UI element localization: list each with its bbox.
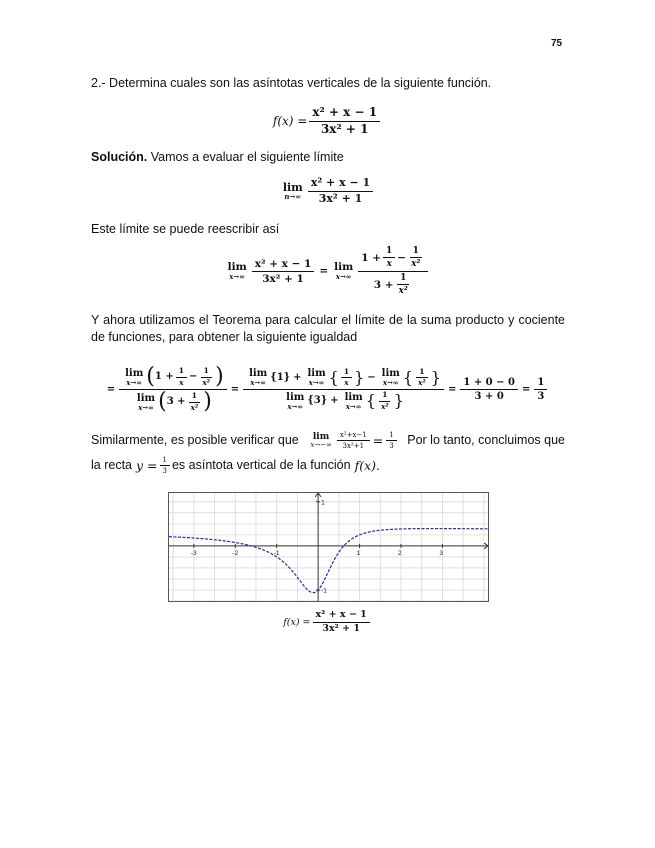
conclusion-text-before: Similarmente, es posible verificar que [91,433,299,448]
limit-expression-2: lim x→∞ $\frac{\text{x² + x − 1}}{\text{3x² + 1}}$ = lim x→∞ 1 + $\frac{1}{x}$ − $\frac{1}{\text{x²}}$ 3 + $\frac{1}{\text{x²}}$ [0,246,655,296]
frac-num: 1 [416,368,427,379]
lim-word: lim [125,367,144,379]
solution-intro [91,149,344,166]
brace-one: {1} [270,372,291,384]
frac-num: 1 [176,367,187,378]
lim-word: lim [227,261,247,274]
caption-label: f(x) = [283,616,311,628]
term-lead: 1 + [154,371,174,383]
frac-den: x [179,377,184,387]
x-tick-label: -3 [190,549,197,557]
frac-den: x² [411,259,421,270]
lim-subscript: x→∞ [250,378,267,388]
lim-word: lim [307,368,326,380]
minus-sign: − [188,371,198,383]
conclusion-line2-end: es asíntota vertical de la función [171,458,351,473]
function-label: f(x) = [272,114,308,129]
frac-num: 1 [189,392,200,403]
x-tick-label: 3 [439,549,444,557]
x-tick-label: 2 [398,549,402,557]
caption-denominator: 3x² + 1 [322,622,360,634]
function-definition [0,106,655,137]
frac-den: x² [380,401,389,411]
y-tick-label: 1 [321,499,325,507]
limit-denominator: 3x² + 1 [262,272,304,285]
frac-num: 1 [386,431,396,441]
conclusion-line-2 [91,456,380,475]
frac-den: x² [202,377,211,387]
page-number: 75 [551,38,563,49]
graph-caption [0,610,655,635]
big-equation: = lim x→∞ ( 1 + $\frac{1}{x}$ − $\frac{1}{\text{x²}}$ ) lim x→∞ ( 3 + $\frac{1}{\text{x²}}$ ) = lim x→∞ {1} + lim x→∞ { $\frac{1}{x}$ } − lim x→∞ { $\frac{1}{\text{x²}}$ } lim x→∞ {3} + lim x→∞ { $\frac{1}{\text{x²}}$ } = $\frac{1 + 0 - 0}{3 + 0}$ = $\frac{1}{3}$ [148,366,508,413]
function-numerator: x² + x − 1 [309,106,380,122]
minus-sign: − [397,251,407,264]
lim-subscript: x→∞ [138,402,154,412]
problem-statement: 2.- Determina cuales son las asíntotas verticales de la siguiente función. [91,76,492,90]
conclusion-text-after: Por lo tanto, concluimos que [407,433,565,448]
lim-subscript: x→∞ [126,377,143,387]
frac-den: 3 [162,467,167,476]
frac-num: 1 [160,456,170,466]
lim-subscript: x→∞ [382,378,399,388]
lim-subscript: x→∞ [308,378,325,388]
term-lead: 3 + [166,396,186,408]
x-tick-label: -1 [273,549,280,557]
frac-num: x²+x−1 [337,431,370,441]
lim-word: lim [312,431,330,442]
lim-subscript: x→∞ [229,271,246,281]
final-denominator: 3 [537,391,545,402]
lim-subscript: x→∞ [287,401,304,411]
y-tick-label: -1 [321,587,327,595]
function-graph [168,492,489,602]
limit-expression-1 [0,177,655,205]
lim-subscript: x→∞ [345,401,362,411]
conclusion-line2-start: la recta [91,458,132,473]
limit-denominator: 3x² + 1 [318,191,363,205]
frac-den: 3x²+1 [342,442,365,451]
lim-subscript: x→−∞ [310,440,332,449]
frac-den: x [344,378,349,388]
lim-word: lim [286,391,305,403]
frac-num: 1 [383,246,395,258]
function-denominator: 3x² + 1 [320,121,369,136]
graph-canvas [169,493,488,601]
frac-den: 3 [389,442,394,451]
lim-word: lim [381,368,400,380]
rewrite-denominator-lead: 3 + [373,278,394,291]
frac-den: x² [190,402,199,412]
plus-sign: + [293,372,302,384]
rewrite-numerator-lead: 1 + [361,251,382,264]
limit-numerator: x² + x − 1 [308,177,373,192]
solution-label: Solución. [91,150,148,164]
final-numerator: 1 [534,377,547,391]
minus-sign: − [367,372,376,384]
conclusion-line-1 [91,431,565,450]
lim-subscript: n→∞ [284,192,302,202]
theorem-paragraph: Y ahora utilizamos el Teorema para calcular el límite de la suma producto y cociente de funciones, para obtener la siguiente igualdad [91,313,565,344]
x-tick-label: -2 [232,549,239,557]
caption-numerator: x² + x − 1 [313,610,370,623]
rewrite-text: Este límite se puede reescribir así [91,222,280,236]
result-denominator: 3 + 0 [474,391,504,402]
lim-word: lim [282,181,303,195]
brace-three: {3} [307,395,328,407]
x-tick-label: 1 [356,549,361,557]
lim-subscript: x→∞ [335,271,352,281]
lim-word: lim [344,391,363,403]
lim-word: lim [334,261,354,274]
frac-num: 1 [379,391,390,402]
frac-den: x² [398,286,408,297]
lim-word: lim [249,368,268,380]
frac-num: 1 [410,246,422,258]
frac-den: x [386,259,392,270]
equals-sign: = [372,433,384,449]
result-numerator: 1 + 0 − 0 [460,377,518,391]
frac-num: 1 [397,273,409,285]
limit-numerator: x² + x − 1 [252,258,315,272]
function-curve [169,529,488,593]
frac-den: x² [418,378,426,388]
plus-sign: + [330,395,339,407]
lim-word: lim [136,392,156,404]
y-equals: y = [136,458,158,474]
frac-num: 1 [341,368,352,379]
solution-text: Vamos a evaluar el siguiente límite [150,150,344,164]
function-ref: f(x). [354,458,380,474]
frac-num: 1 [201,367,212,378]
